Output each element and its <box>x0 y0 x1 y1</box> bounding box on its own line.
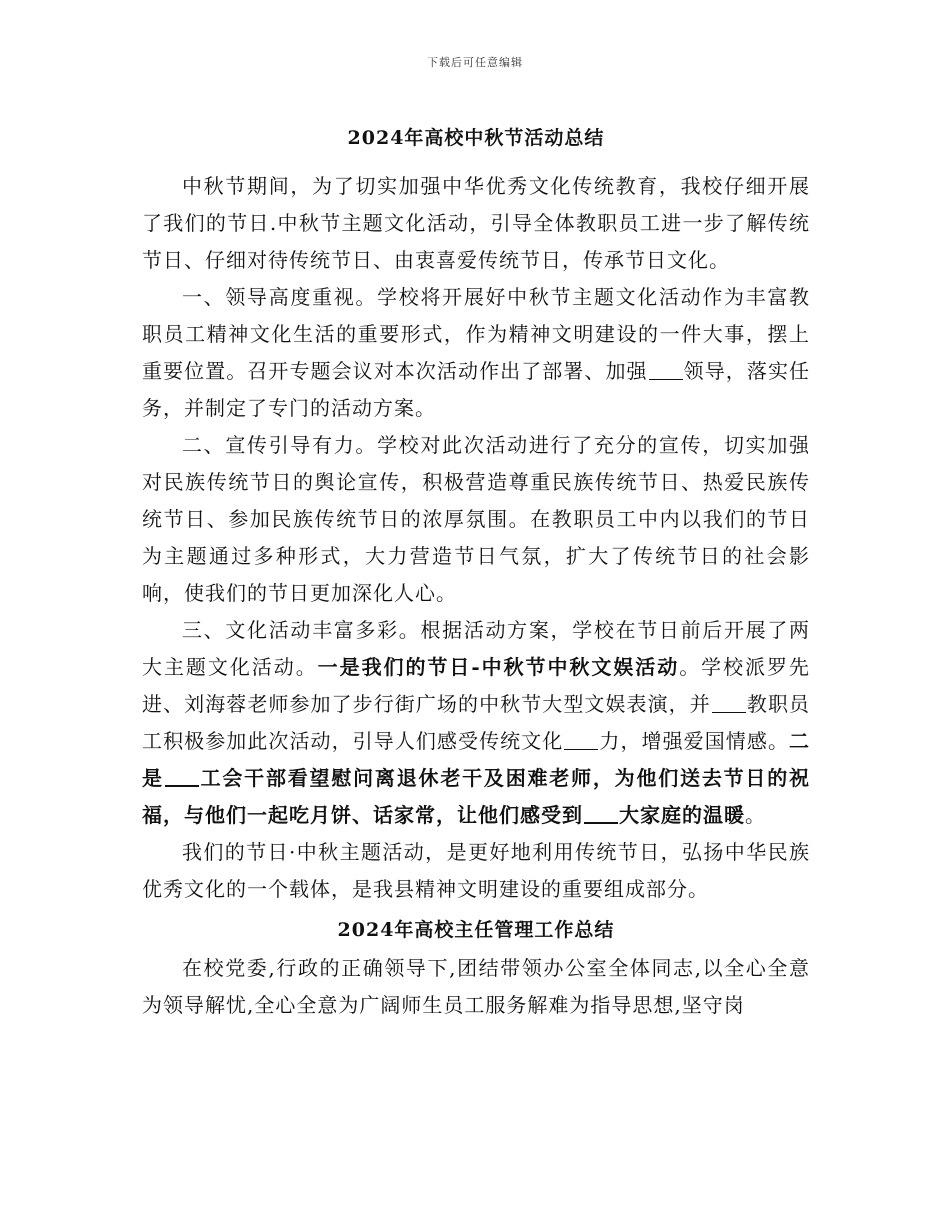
paragraph-activities-text-d: 教职员工积极参加此次活动，引导人们感受传统文化 <box>142 692 811 753</box>
paragraph-leadership-text-b: 领导，落实任务，并制定了专门的活动方案。 <box>142 359 811 420</box>
paragraph-activities-bold-first: 一是我们的节日-中秋节中秋文娱活动 <box>317 655 680 679</box>
paragraph-activities-text-end: 。 <box>745 803 766 827</box>
paragraph-activities-bold-second-label: 二是 <box>142 729 811 790</box>
paragraph-activities-bold-second: 工会干部看望慰问离退休老干及困难老师，为他们送去节日的祝福，与他们一起吃月饼、话家常，让他们感受到 <box>142 766 811 827</box>
paragraph-activities <box>142 612 810 834</box>
fill-in-blank <box>584 802 618 824</box>
paragraph-director-intro-text: 在校党委,行政的正确领导下,团结带领办公室全体同志,以全心全意为领导解忧,全心全意为广阔师生员工服务解难为指导思想,坚守岗 <box>142 956 810 1017</box>
paragraph-activities-bold-third: 大家庭的温暖 <box>619 803 745 827</box>
paragraph-conclusion-text: 我们的节日·中秋主题活动，是更好地利用传统节日，弘扬中华民族优秀文化的一个载体，是我县精神文明建设的重要组成部分。 <box>142 840 810 901</box>
fill-in-blank <box>712 692 746 713</box>
fill-in-blank <box>564 729 598 750</box>
document-title-mid-autumn: 2024年高校中秋节活动总结 <box>347 127 605 149</box>
paragraph-activities-text-c: 。学校派罗先进、刘海蓉老师参加了步行街广场的中秋节大型文娱表演，并 <box>142 655 811 716</box>
paragraph-leadership <box>142 279 810 427</box>
paragraph-director-intro <box>142 950 810 1024</box>
paragraph-intro-text: 中秋节期间，为了切实加强中华优秀文化传统教育，我校仔细开展了我们的节日.中秋节主题文化活动，引导全体教职员工进一步了解传统节日、仔细对待传统节日、由衷喜爱传统节日，传承节日文化。 <box>142 174 810 272</box>
paragraph-conclusion <box>142 834 810 908</box>
fill-in-blank <box>165 765 199 787</box>
document-body <box>142 118 810 1024</box>
paragraph-intro <box>142 168 810 279</box>
paragraph-publicity <box>142 427 810 612</box>
paragraph-activities-text-a: 三、文化活动丰富多彩。根据活动方案，学校在节日前后开展了两大主题文化活动。 <box>142 618 810 679</box>
paragraph-leadership-text-a: 一、领导高度重视。学校将开展好中秋节主题文化活动作为丰富教职员工精神文化生活的重要形式，作为精神文明建设的一件大事，摆上重要位置。召开专题会议对本次活动作出了部署、加强 <box>142 285 810 383</box>
fill-in-blank <box>649 359 683 380</box>
header-note: 下载后可任意编辑 <box>427 56 523 69</box>
document-title-director-summary: 2024年高校主任管理工作总结 <box>337 919 615 941</box>
paragraph-publicity-text: 二、宣传引导有力。学校对此次活动进行了充分的宣传，切实加强对民族传统节日的舆论宣传，积极营造尊重民族传统节日、热爱民族传统节日、参加民族传统节日的浓厚氛围。在教职员工中内以我们的节日为主题通过多种形式，大力营造节日气氛，扩大了传统节日的社会影响，使我们的节日更加深化人心。 <box>142 433 810 605</box>
paragraph-activities-text-e: 力，增强爱国情感。 <box>599 729 790 753</box>
